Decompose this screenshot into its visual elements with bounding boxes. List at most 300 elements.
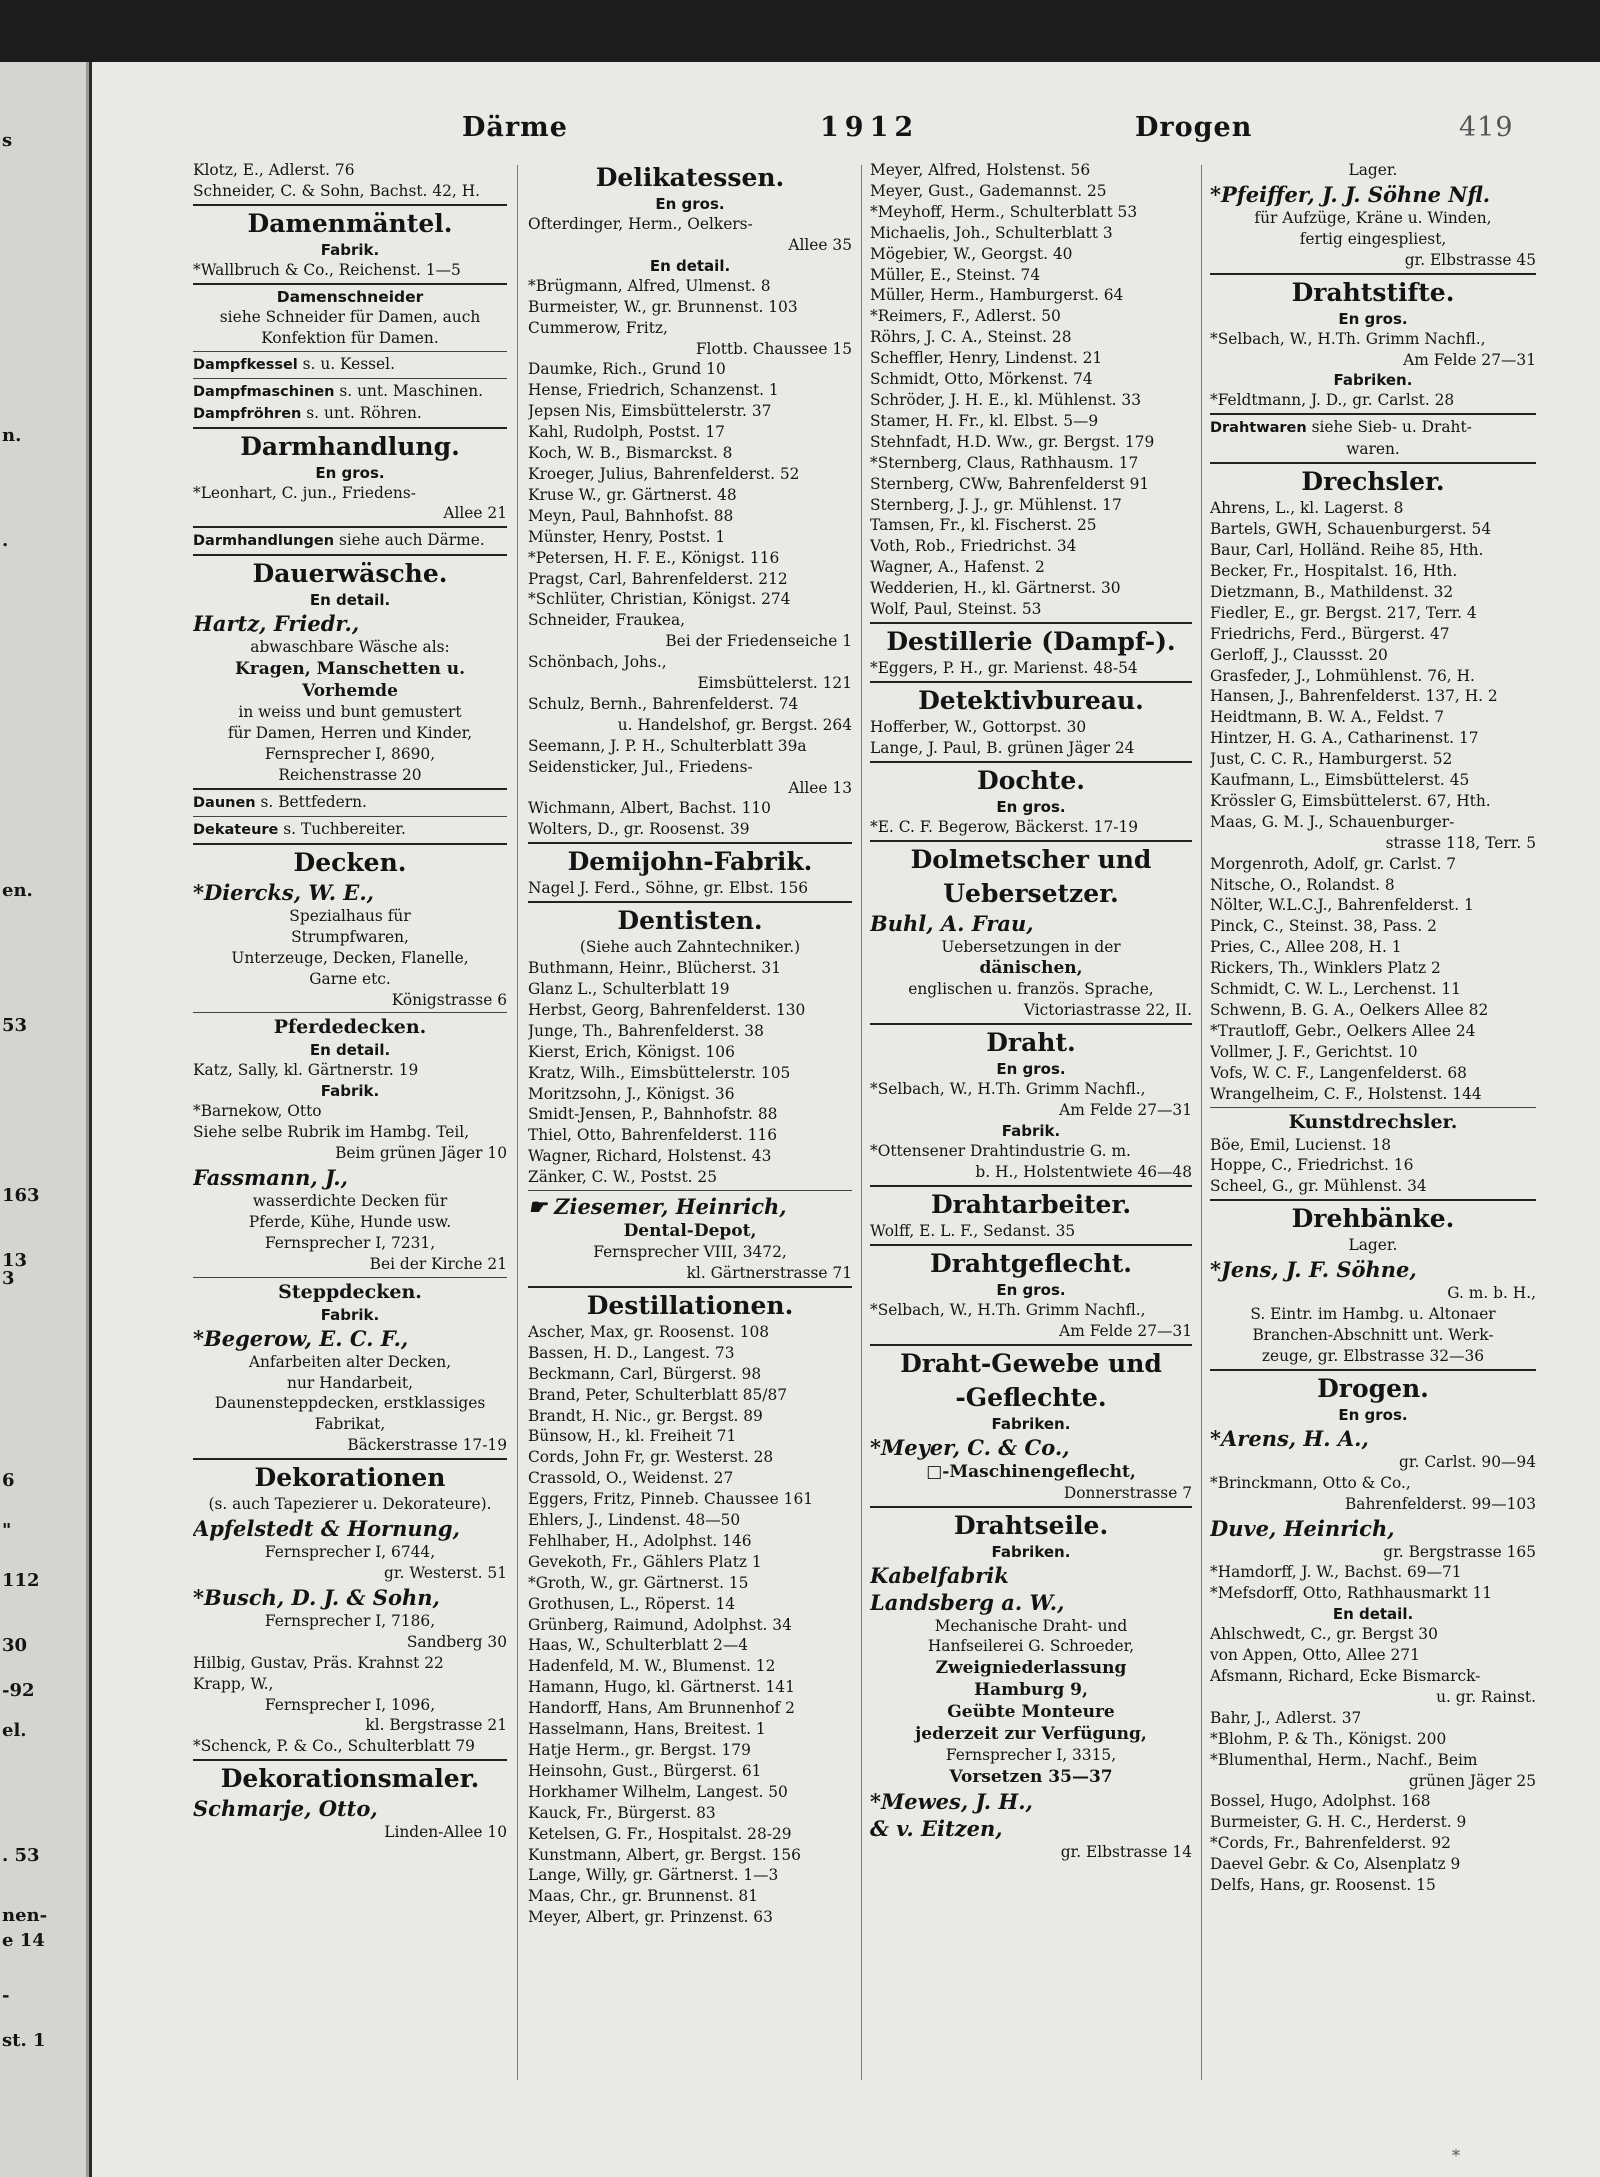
advertisement-line: Zweigniederlassung <box>935 1658 1127 1679</box>
cross-reference-target: s. unt. Röhren. <box>301 403 422 422</box>
directory-entry: Fernsprecher I, 8690, <box>264 745 436 764</box>
category-heading: Draht. <box>986 1028 1076 1058</box>
directory-entry: *Blohm, P. & Th., Königst. 200 <box>1210 1729 1447 1748</box>
directory-entry: *Ottensener Drahtindustrie G. m. <box>870 1142 1131 1161</box>
directory-entry: Hasselmann, Hans, Breitest. 1 <box>528 1720 766 1739</box>
directory-entry: Brand, Peter, Schulterblatt 85/87 <box>528 1385 788 1404</box>
directory-entry: Lange, J. Paul, B. grünen Jäger 24 <box>870 738 1135 757</box>
directory-entry: *Reimers, F., Adlerst. 50 <box>870 307 1061 326</box>
advertisement-line: Vorsetzen 35—37 <box>949 1767 1113 1788</box>
directory-entry: Gevekoth, Fr., Gählers Platz 1 <box>528 1552 762 1571</box>
directory-entry: Wolff, E. L. F., Sedanst. 35 <box>870 1221 1076 1240</box>
directory-entry: Müller, E., Steinst. 74 <box>870 265 1041 284</box>
column-2 <box>528 160 852 1928</box>
directory-entry: Stamer, H. Fr., kl. Elbst. 5—9 <box>870 411 1099 430</box>
section-divider <box>870 681 1192 683</box>
directory-entry: u. Handelshof, gr. Bergst. 264 <box>617 715 852 734</box>
directory-entry: Gerloff, J., Claussst. 20 <box>1210 645 1388 664</box>
cross-reference-term: Dampfkessel <box>193 356 298 373</box>
directory-entry: Wrangelheim, C. F., Holstenst. 144 <box>1210 1084 1482 1103</box>
section-divider <box>528 842 852 844</box>
section-divider <box>193 283 507 285</box>
directory-entry: Heinsohn, Gust., Bürgerst. 61 <box>528 1761 762 1780</box>
directory-entry: Sternberg, J. J., gr. Mühlenst. 17 <box>870 495 1122 514</box>
trade-label: En gros. <box>1338 1405 1408 1424</box>
directory-entry: *Schenck, P. & Co., Schulterblatt 79 <box>193 1737 475 1756</box>
section-divider <box>193 816 507 817</box>
trade-label: Fabrik. <box>320 1082 380 1101</box>
directory-entry: Fehlhaber, H., Adolphst. 146 <box>528 1531 752 1550</box>
cross-reference-term: Dekateure <box>193 821 279 838</box>
directory-entry: Bartels, GWH, Schauenburgerst. 54 <box>1210 520 1492 539</box>
directory-entry: Rickers, Th., Winklers Platz 2 <box>1210 959 1441 978</box>
section-divider <box>193 1458 507 1460</box>
directory-entry: Schmidt, C. W. L., Lerchenst. 11 <box>1210 980 1461 999</box>
directory-entry: Meyer, Alfred, Holstenst. 56 <box>870 161 1091 179</box>
section-divider <box>870 1506 1192 1508</box>
directory-entry: für Aufzüge, Kräne u. Winden, <box>1254 208 1492 227</box>
directory-entry: Hatje Herm., gr. Bergst. 179 <box>528 1741 751 1759</box>
directory-entry: *E. C. F. Begerow, Bäckerst. 17-19 <box>870 817 1139 836</box>
directory-entry: Bossel, Hugo, Adolphst. 168 <box>1210 1792 1431 1811</box>
section-divider <box>1210 1107 1536 1108</box>
directory-entry: Schmidt, Otto, Mörkenst. 74 <box>870 370 1093 389</box>
directory-entry: Ahrens, L., kl. Lagerst. 8 <box>1210 499 1404 518</box>
section-divider <box>193 427 507 429</box>
directory-entry: Anfarbeiten alter Decken, <box>248 1352 452 1371</box>
directory-entry: zeuge, gr. Elbstrasse 32—36 <box>1261 1346 1485 1365</box>
directory-entry: Klotz, E., Adlerst. 76 <box>193 161 355 179</box>
trade-label: En detail. <box>309 1041 391 1060</box>
directory-entry: Fernsprecher I, 7231, <box>264 1233 436 1252</box>
printer-mark: * <box>1452 2146 1460 2165</box>
previous-page-fragment: 3 <box>2 1268 15 1289</box>
advertiser-name: Buhl, A. Frau, <box>870 910 1034 936</box>
section-divider <box>870 1344 1192 1346</box>
category-heading: Drahtgeflecht. <box>930 1248 1132 1278</box>
directory-entry: Buthmann, Heinr., Blücherst. 31 <box>528 959 781 978</box>
section-divider <box>1210 462 1536 464</box>
directory-entry: Grünberg, Raimund, Adolphst. 34 <box>528 1615 792 1634</box>
directory-entry: Pries, C., Allee 208, H. 1 <box>1210 938 1402 957</box>
directory-entry: b. H., Holstentwiete 46—48 <box>975 1163 1192 1181</box>
header-last-keyword: Drogen <box>1135 112 1253 143</box>
category-heading: Dekorationsmaler. <box>220 1764 480 1794</box>
directory-entry: Ahlschwedt, C., gr. Bergst 30 <box>1210 1625 1438 1644</box>
advertiser-name: Kabelfabrik <box>870 1562 1009 1588</box>
cross-reference <box>193 792 507 814</box>
directory-entry: *Selbach, W., H.Th. Grimm Nachfl., <box>1210 329 1486 348</box>
cross-reference <box>193 819 507 841</box>
directory-entry: Krössler G, Eimsbüttelerst. 67, Hth. <box>1210 791 1491 810</box>
category-heading: Dochte. <box>977 765 1085 795</box>
directory-entry: Kahl, Rudolph, Postst. 17 <box>528 423 725 442</box>
column-4 <box>1210 160 1536 1896</box>
trade-label: En gros. <box>655 195 725 213</box>
directory-entry: Wagner, Richard, Holstenst. 43 <box>528 1147 772 1166</box>
directory-entry: Zänker, C. W., Postst. 25 <box>528 1168 718 1187</box>
section-divider <box>1210 413 1536 415</box>
section-divider <box>193 351 507 352</box>
directory-entry: Garne etc. <box>309 969 391 988</box>
directory-entry: Baur, Carl, Holländ. Reihe 85, Hth. <box>1210 541 1484 560</box>
directory-entry: gr. Carlst. 90—94 <box>1399 1452 1536 1471</box>
directory-entry: Ehlers, J., Lindenst. 48—50 <box>528 1511 741 1530</box>
directory-entry: von Appen, Otto, Allee 271 <box>1210 1646 1420 1665</box>
directory-entry: in weiss und bunt gemustert <box>238 703 462 722</box>
directory-entry: Nagel J. Ferd., Söhne, gr. Elbst. 156 <box>528 879 809 898</box>
category-heading: Destillationen. <box>586 1290 794 1320</box>
directory-entry: Lager. <box>1348 1236 1398 1255</box>
directory-entry: Schröder, J. H. E., kl. Mühlenst. 33 <box>870 390 1141 409</box>
directory-entry: Seemann, J. P. H., Schulterblatt 39a <box>528 736 807 755</box>
section-divider <box>870 1023 1192 1025</box>
directory-entry: abwaschbare Wäsche als: <box>250 638 450 657</box>
directory-entry: S. Eintr. im Hambg. u. Altonaer <box>1250 1305 1496 1324</box>
directory-entry: Kauck, Fr., Bürgerst. 83 <box>528 1803 716 1822</box>
advertisement-line: dänischen, <box>979 958 1083 979</box>
column-3 <box>870 160 1192 1863</box>
cross-reference <box>193 530 507 552</box>
directory-entry: Unterzeuge, Decken, Flanelle, <box>231 948 469 967</box>
directory-entry: Flottb. Chaussee 15 <box>695 339 852 358</box>
directory-entry: Kratz, Wilh., Eimsbüttelerstr. 105 <box>528 1063 791 1082</box>
directory-entry: Katz, Sally, kl. Gärtnerstr. 19 <box>193 1061 419 1080</box>
directory-entry: Allee 13 <box>788 778 852 797</box>
section-divider <box>193 843 507 845</box>
advertisement-line: Vorhemde <box>302 681 398 702</box>
category-heading: Damenschneider <box>276 287 424 306</box>
directory-entry: Pragst, Carl, Bahrenfelderst. 212 <box>528 569 788 588</box>
directory-entry: Tamsen, Fr., kl. Fischerst. 25 <box>870 516 1097 535</box>
advertiser-name: *Busch, D. J. & Sohn, <box>193 1584 440 1610</box>
directory-entry: Koch, W. B., Bismarckst. 8 <box>528 444 733 463</box>
section-divider <box>1210 273 1536 275</box>
cross-reference-term: Daunen <box>193 794 256 811</box>
directory-entry: Cords, John Fr, gr. Westerst. 28 <box>528 1448 774 1467</box>
column-rule <box>517 165 518 2080</box>
cross-reference-target: s. u. Kessel. <box>297 354 395 373</box>
directory-entry: Bahr, J., Adlerst. 37 <box>1210 1708 1362 1727</box>
previous-page-fragment: s <box>2 130 13 151</box>
directory-entry: wasserdichte Decken für <box>252 1192 448 1211</box>
directory-entry: Wagner, A., Hafenst. 2 <box>870 558 1045 577</box>
section-divider <box>1210 1199 1536 1201</box>
directory-entry: fertig eingespliest, <box>1299 229 1447 248</box>
directory-entry: Am Felde 27—31 <box>1403 350 1536 369</box>
directory-entry: Hense, Friedrich, Schanzenst. 1 <box>528 381 779 400</box>
category-heading: Uebersetzer. <box>943 878 1119 908</box>
directory-entry: Smidt-Jensen, P., Bahnhofstr. 88 <box>528 1105 778 1124</box>
advertiser-name: *Meyer, C. & Co., <box>870 1434 1070 1460</box>
directory-entry: Wichmann, Albert, Bachst. 110 <box>528 799 771 818</box>
trade-label: En gros. <box>996 1280 1066 1299</box>
previous-page-fragment: e 14 <box>2 1930 45 1951</box>
subcategory-heading: Pferdedecken. <box>273 1016 427 1039</box>
advertisement-line: Hamburg 9, <box>974 1680 1088 1701</box>
trade-label: En gros. <box>1338 309 1408 328</box>
directory-entry: *Hamdorff, J. W., Bachst. 69—71 <box>1210 1563 1462 1582</box>
trade-label: Fabrik. <box>320 240 380 259</box>
directory-entry: *Blumenthal, Herm., Nachf., Beim <box>1210 1750 1478 1769</box>
trade-label: En gros. <box>315 463 385 482</box>
directory-entry: Meyer, Albert, gr. Prinzenst. 63 <box>528 1908 773 1927</box>
section-divider <box>870 1185 1192 1187</box>
section-divider <box>193 378 507 379</box>
directory-entry: Röhrs, J. C. A., Steinst. 28 <box>870 328 1072 347</box>
category-heading: Dolmetscher und <box>910 844 1152 874</box>
advertiser-name: & v. Eitzen, <box>870 1816 1003 1842</box>
section-divider <box>193 1759 507 1761</box>
directory-entry: Siehe selbe Rubrik im Hambg. Teil, <box>193 1123 470 1142</box>
subcategory-heading: Kunstdrechsler. <box>1288 1110 1458 1133</box>
directory-entry: Burmeister, W., gr. Brunnenst. 103 <box>528 297 798 316</box>
directory-entry: nur Handarbeit, <box>287 1373 413 1392</box>
directory-entry: kl. Bergstrasse 21 <box>365 1716 507 1735</box>
directory-entry: *Brügmann, Alfred, Ulmenst. 8 <box>528 276 771 295</box>
directory-entry: Michaelis, Joh., Schulterblatt 3 <box>870 223 1113 242</box>
directory-entry: Horkhamer Wilhelm, Langest. 50 <box>528 1782 788 1801</box>
directory-entry: Allee 21 <box>443 504 507 523</box>
category-heading: Drahtseile. <box>953 1510 1109 1540</box>
directory-entry: Herbst, Georg, Bahrenfelderst. 130 <box>528 1000 806 1019</box>
directory-entry: u. gr. Rainst. <box>1436 1687 1536 1706</box>
previous-page-fragment: n. <box>2 425 22 446</box>
directory-entry: *Sternberg, Claus, Rathhausm. 17 <box>870 453 1139 472</box>
column-1 <box>193 160 507 1843</box>
directory-entry: Junge, Th., Bahrenfelderst. 38 <box>528 1021 764 1040</box>
directory-entry: Kruse W., gr. Gärtnerst. 48 <box>528 485 737 504</box>
category-heading: Drogen. <box>1317 1373 1429 1403</box>
section-divider <box>193 526 507 528</box>
directory-entry: (s. auch Tapezierer u. Dekorateure). <box>208 1495 492 1514</box>
trade-label: En gros. <box>996 797 1066 816</box>
directory-entry: Afsmann, Richard, Ecke Bismarck- <box>1210 1667 1481 1686</box>
cross-reference-term: Dampfmaschinen <box>193 383 335 400</box>
section-divider <box>193 788 507 790</box>
subcategory-heading: Steppdecken. <box>278 1280 422 1303</box>
category-heading: Draht-Gewebe und <box>900 1348 1162 1378</box>
directory-entry: Königstrasse 6 <box>391 990 507 1009</box>
cross-reference-target: s. Bettfedern. <box>255 792 367 811</box>
directory-entry: Fernsprecher VIII, 3472, <box>593 1243 787 1262</box>
directory-entry: Reichenstrasse 20 <box>278 765 422 784</box>
advertisement-line: jederzeit zur Verfügung, <box>915 1724 1147 1745</box>
previous-page-fragment: 112 <box>2 1570 40 1591</box>
directory-entry: Sandberg 30 <box>406 1632 507 1651</box>
trade-label: Fabriken. <box>1333 371 1413 390</box>
directory-entry: (Siehe auch Zahntechniker.) <box>579 938 801 957</box>
previous-page-fragment: 13 <box>2 1250 28 1271</box>
section-divider <box>528 901 852 903</box>
directory-entry: Spezialhaus für <box>289 906 411 925</box>
cross-reference <box>1210 417 1536 439</box>
advertiser-name: Schmarje, Otto, <box>193 1796 378 1822</box>
directory-entry: Bahrenfelderst. 99—103 <box>1344 1494 1536 1513</box>
directory-entry: Vollmer, J. F., Gerichtst. 10 <box>1210 1042 1418 1061</box>
directory-entry: Schwenn, B. G. A., Oelkers Allee 82 <box>1210 1001 1489 1019</box>
directory-entry: Mögebier, W., Georgst. 40 <box>870 244 1073 263</box>
directory-entry: Mechanische Draht- und <box>934 1616 1128 1635</box>
directory-entry: waren. <box>1346 440 1400 459</box>
advertiser-name: *Arens, H. A., <box>1210 1425 1369 1451</box>
directory-entry: Vofs, W. C. F., Langenfelderst. 68 <box>1210 1063 1467 1082</box>
previous-page-fragment: . 53 <box>2 1845 40 1866</box>
directory-entry: Beckmann, Carl, Bürgerst. 98 <box>528 1364 762 1383</box>
advertiser-name: *Begerow, E. C. F., <box>193 1325 409 1351</box>
directory-entry: strasse 118, Terr. 5 <box>1385 833 1536 852</box>
directory-entry: *Trautloff, Gebr., Oelkers Allee 24 <box>1210 1021 1476 1040</box>
directory-entry: Branchen-Abschnitt unt. Werk- <box>1252 1325 1494 1344</box>
directory-entry: Konfektion für Damen. <box>261 328 439 347</box>
section-divider <box>193 1012 507 1013</box>
category-heading: Dauerwäsche. <box>252 559 448 589</box>
directory-entry: Scheffler, Henry, Lindenst. 21 <box>870 349 1103 368</box>
column-rule <box>861 165 862 2080</box>
directory-entry: Maas, G. M. J., Schauenburger- <box>1210 812 1455 831</box>
advertisement-line: □-Maschinengeflecht, <box>926 1461 1136 1482</box>
directory-entry: Kunstmann, Albert, gr. Bergst. 156 <box>528 1845 801 1864</box>
advertiser-name: *Mewes, J. H., <box>870 1789 1033 1815</box>
directory-entry: *Schlüter, Christian, Königst. 274 <box>528 590 791 609</box>
directory-entry: Allee 35 <box>788 235 852 254</box>
directory-entry: Meyn, Paul, Bahnhofst. 88 <box>528 506 734 525</box>
directory-entry: *Brinckmann, Otto & Co., <box>1210 1473 1411 1492</box>
category-heading: Destillerie (Dampf-). <box>886 626 1176 656</box>
cross-reference-target: siehe auch Därme. <box>334 531 485 550</box>
directory-entry: Morgenroth, Adolf, gr. Carlst. 7 <box>1210 854 1457 873</box>
directory-entry: kl. Gärtnerstrasse 71 <box>686 1263 852 1282</box>
cross-reference-target: siehe Sieb- u. Draht- <box>1306 418 1472 437</box>
directory-entry: Wedderien, H., kl. Gärtnerst. 30 <box>870 579 1121 598</box>
directory-entry: Crassold, O., Weidenst. 27 <box>528 1469 734 1488</box>
directory-entry: *Cords, Fr., Bahrenfelderst. 92 <box>1210 1834 1451 1853</box>
directory-entry: *Leonhart, C. jun., Friedens- <box>193 483 416 502</box>
advertiser-name: Fassmann, J., <box>193 1165 348 1191</box>
previous-page-fragment: - <box>2 1985 10 2006</box>
category-heading: Drahtarbeiter. <box>930 1189 1132 1219</box>
directory-entry: *Eggers, P. H., gr. Marienst. 48-54 <box>870 658 1138 677</box>
advertisement-line: Dental-Depot, <box>623 1221 757 1242</box>
previous-page-fragment: 6 <box>2 1470 15 1491</box>
previous-page-fragment: . <box>2 530 9 551</box>
section-divider <box>870 622 1192 624</box>
category-heading: Damenmäntel. <box>247 208 453 238</box>
directory-entry: Strumpfwaren, <box>291 927 409 946</box>
trade-label: En detail. <box>649 256 731 275</box>
directory-entry: Nitsche, O., Rolandst. 8 <box>1210 875 1395 894</box>
directory-entry: Lange, Willy, gr. Gärtnerst. 1—3 <box>528 1866 779 1885</box>
previous-page-fragment: nen- <box>2 1905 48 1926</box>
advertiser-name: Duve, Heinrich, <box>1210 1515 1395 1541</box>
section-divider <box>193 204 507 206</box>
advertiser-name: *Pfeiffer, J. J. Söhne Nfl. <box>1210 181 1491 207</box>
directory-entry: Donnerstrasse 7 <box>1063 1483 1192 1502</box>
directory-entry: Hamann, Hugo, kl. Gärtnerst. 141 <box>528 1678 795 1697</box>
cross-reference-term: Drahtwaren <box>1210 420 1307 437</box>
directory-entry: Haas, W., Schulterblatt 2—4 <box>528 1636 749 1655</box>
directory-entry: Münster, Henry, Postst. 1 <box>528 527 726 546</box>
directory-entry: Glanz L., Schulterblatt 19 <box>528 980 730 998</box>
directory-entry: Kroeger, Julius, Bahrenfelderst. 52 <box>528 464 800 483</box>
directory-entry: Am Felde 27—31 <box>1059 1101 1192 1120</box>
directory-entry: Pferde, Kühe, Hunde usw. <box>248 1212 452 1231</box>
directory-entry: Sternberg, CWw, Bahrenfelderst 91 <box>870 474 1150 493</box>
directory-entry: *Petersen, H. F. E., Königst. 116 <box>528 548 780 567</box>
category-heading: Drehbänke. <box>1291 1204 1455 1234</box>
directory-entry: Ofterdinger, Herm., Oelkers- <box>528 215 753 233</box>
directory-entry: Fiedler, E., gr. Bergst. 217, Terr. 4 <box>1210 603 1477 622</box>
directory-entry: Burmeister, G. H. C., Herderst. 9 <box>1210 1813 1467 1832</box>
directory-entry: Bei der Friedenseiche 1 <box>665 632 852 651</box>
directory-entry: Hintzer, H. G. A., Catharinenst. 17 <box>1210 729 1479 748</box>
directory-entry: Victoriastrasse 22, II. <box>1023 1001 1192 1020</box>
directory-entry: Bassen, H. D., Langest. 73 <box>528 1343 735 1362</box>
header-year: 1912 <box>820 112 920 143</box>
directory-entry: Wolters, D., gr. Roosenst. 39 <box>528 820 750 839</box>
directory-entry: Fernsprecher I, 1096, <box>264 1695 436 1714</box>
section-divider <box>528 1286 852 1288</box>
cross-reference <box>193 354 507 376</box>
directory-entry: Cummerow, Fritz, <box>528 318 668 337</box>
directory-entry: Grasfeder, J., Lohmühlenst. 76, H. <box>1210 666 1475 685</box>
directory-entry: *Wallbruch & Co., Reichenst. 1—5 <box>193 260 461 279</box>
cross-reference-term: Dampfröhren <box>193 405 302 422</box>
previous-page-fragment: st. 1 <box>2 2030 46 2051</box>
advertiser-name: *Jens, J. F. Söhne, <box>1210 1257 1417 1283</box>
trade-label: Fabriken. <box>991 1414 1071 1433</box>
directory-entry: Daumke, Rich., Grund 10 <box>528 360 726 379</box>
category-heading: Detektivbureau. <box>918 685 1144 715</box>
directory-entry: für Damen, Herren und Kinder, <box>227 724 473 743</box>
previous-page-fragment: en. <box>2 880 33 901</box>
advertiser-name: Hartz, Friedr., <box>193 611 360 637</box>
directory-entry: Meyer, Gust., Gademannst. 25 <box>870 181 1107 200</box>
directory-entry: Heidtmann, B. W. A., Feldst. 7 <box>1210 708 1445 727</box>
directory-entry: Schönbach, Johs., <box>528 653 667 672</box>
cross-reference <box>193 381 507 403</box>
previous-page-fragment: " <box>2 1520 12 1541</box>
directory-entry: Jepsen Nis, Eimsbüttelerstr. 37 <box>528 402 772 421</box>
directory-entry: Kierst, Erich, Königst. 106 <box>528 1042 735 1061</box>
directory-entry: Maas, Chr., gr. Brunnenst. 81 <box>528 1887 759 1906</box>
directory-entry: Nölter, W.L.C.J., Bahrenfelderst. 1 <box>1210 896 1474 915</box>
cross-reference <box>193 403 507 425</box>
previous-page-fragment: 53 <box>2 1015 28 1036</box>
cross-reference-term: Darmhandlungen <box>193 533 335 550</box>
cross-reference-target: s. unt. Maschinen. <box>334 381 483 400</box>
directory-entry: Just, C. C. R., Hamburgerst. 52 <box>1210 750 1453 769</box>
directory-entry: englischen u. französ. Sprache, <box>908 980 1154 999</box>
directory-entry: G. m. b. H., <box>1447 1284 1536 1303</box>
directory-entry: Kaufmann, L., Eimsbüttelerst. 45 <box>1210 771 1470 790</box>
directory-entry: *Barnekow, Otto <box>193 1102 322 1121</box>
directory-entry: Hanfseilerei G. Schroeder, <box>927 1637 1135 1656</box>
trade-label: Fabriken. <box>991 1542 1071 1561</box>
directory-entry: Daunensteppdecken, erstklassiges <box>214 1394 486 1413</box>
directory-entry: Fabrikat, <box>314 1415 386 1434</box>
directory-entry: Wolf, Paul, Steinst. 53 <box>870 600 1042 619</box>
section-divider <box>870 1244 1192 1246</box>
directory-entry: Fernsprecher I, 3315, <box>945 1746 1117 1765</box>
category-heading: Drahtstifte. <box>1291 277 1455 307</box>
directory-entry: Schulz, Bernh., Bahrenfelderst. 74 <box>528 694 799 713</box>
advertiser-name: ☛ Ziesemer, Heinrich, <box>528 1194 787 1220</box>
directory-entry: Schneider, C. & Sohn, Bachst. 42, H. <box>193 181 481 200</box>
directory-entry: Brandt, H. Nic., gr. Bergst. 89 <box>528 1406 763 1425</box>
directory-entry: Voth, Rob., Friedrichst. 34 <box>870 537 1077 556</box>
section-divider <box>1210 1369 1536 1371</box>
